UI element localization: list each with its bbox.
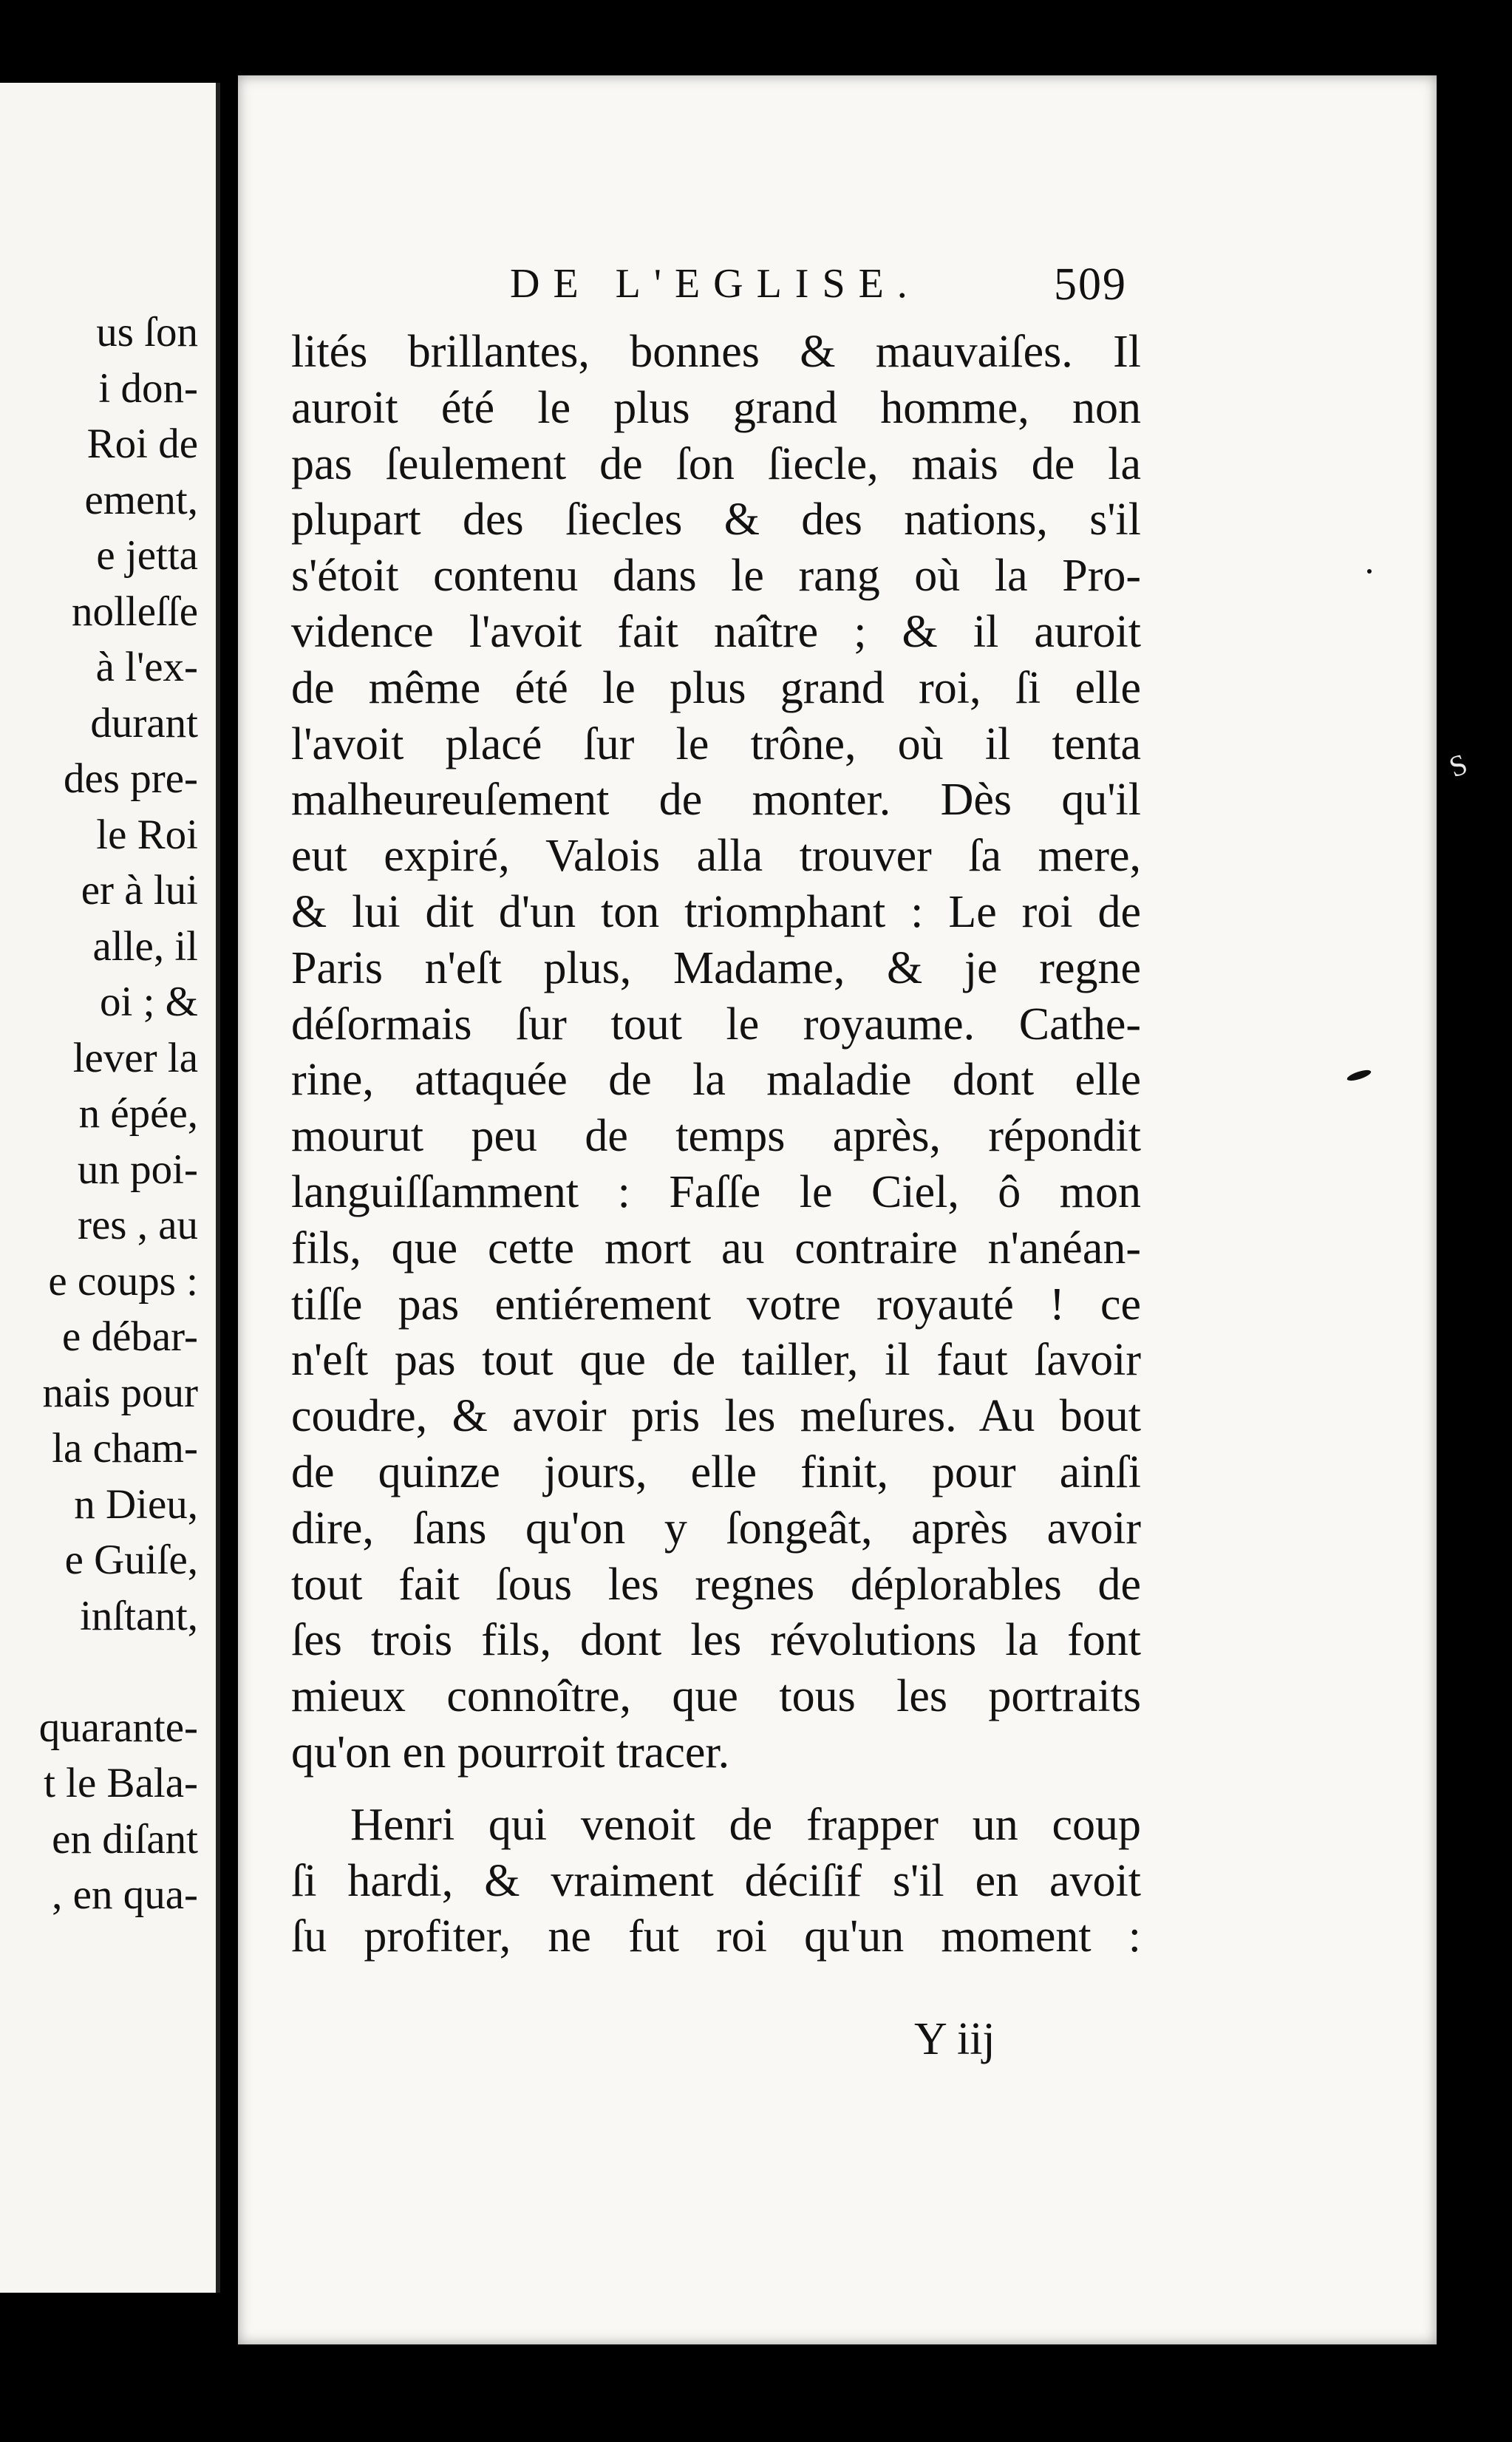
- text-line: ſi hardi, & vraiment déciſif s'il en avoit: [291, 1855, 1141, 1906]
- left-page-line: inſtant,: [80, 1592, 198, 1639]
- text-line: fils, que cette mort au contraire n'anéan-: [291, 1222, 1141, 1273]
- text-line: vidence l'avoit fait naître ; & il auroit: [291, 607, 1141, 657]
- left-page-line: Roi de: [86, 421, 198, 467]
- text-line: n'eſt pas tout que de tailler, il faut ſavoir: [291, 1335, 1141, 1386]
- text-line: Paris n'eſt plus, Madame, & je regne: [291, 942, 1141, 993]
- text-line: de même été le plus grand roi, ſi elle: [291, 662, 1141, 713]
- left-page-line: , en qua-: [52, 1871, 198, 1918]
- text-line: languiſſamment : Faſſe le Ciel, ô mon: [291, 1167, 1141, 1217]
- text-line: tiſſe pas entiérement votre royauté ! ce: [291, 1279, 1141, 1330]
- left-page-line: le Roi: [96, 811, 198, 858]
- left-page-line: us ſon: [96, 309, 198, 356]
- text-line: rine, attaquée de la maladie dont elle: [291, 1055, 1141, 1106]
- left-page-line: nais pour: [42, 1369, 198, 1416]
- left-page-line: en diſant: [52, 1815, 198, 1863]
- left-page-line: un poi-: [77, 1146, 198, 1193]
- text-line: auroit été le plus grand homme, non: [291, 382, 1141, 433]
- text-line: mourut peu de temps après, répondit: [291, 1111, 1141, 1162]
- text-line: lités brillantes, bonnes & mauvaiſes. Il: [291, 327, 1141, 377]
- text-line: & lui dit d'un ton triomphant : Le roi de: [291, 887, 1141, 937]
- text-line: eut expiré, Valois alla trouver ſa mere,: [291, 831, 1141, 882]
- text-line: l'avoit placé ſur le trône, où il tenta: [291, 718, 1141, 769]
- left-page-fragment: [0, 83, 220, 2293]
- left-page-line: res , au: [77, 1202, 198, 1248]
- left-page-line: lever la: [72, 1034, 198, 1081]
- signature-mark: Y iij: [914, 2014, 995, 2064]
- text-line: dire, ſans qu'on y ſongeât, après avoir: [291, 1503, 1141, 1554]
- left-page-line: e jetta: [96, 532, 198, 579]
- left-page-line: à l'ex-: [95, 644, 198, 690]
- left-page-line: ement,: [84, 476, 198, 523]
- left-page-line: i don-: [98, 364, 198, 412]
- left-page-line: t le Bala-: [44, 1760, 198, 1806]
- left-page-line: quarante-: [38, 1704, 198, 1751]
- text-line: de quinze jours, elle finit, pour ainſi: [291, 1447, 1141, 1497]
- running-head: DE L'EGLISE.: [510, 261, 921, 307]
- left-page-line: n épée,: [78, 1090, 198, 1137]
- left-page-line: e coups :: [48, 1257, 198, 1305]
- text-line: s'étoit contenu dans le rang où la Pro-: [291, 551, 1141, 602]
- text-line: mieux connoître, que tous les portraits: [291, 1671, 1141, 1722]
- text-line: qu'on en pourroit tracer.: [291, 1727, 730, 1778]
- left-page-line: la cham-: [52, 1425, 198, 1472]
- left-page-line: nolleſſe: [72, 588, 198, 635]
- left-page-line: durant: [90, 699, 198, 746]
- ink-speck: [1367, 569, 1372, 574]
- ink-speck: [1346, 1068, 1372, 1083]
- left-page-line: e Guiſe,: [64, 1537, 198, 1583]
- left-page-line: des pre-: [64, 755, 198, 802]
- text-line: plupart des ſiecles & des nations, s'il: [291, 494, 1141, 545]
- text-line: coudre, & avoir pris les meſures. Au bout: [291, 1391, 1141, 1442]
- main-page: [238, 75, 1437, 2344]
- left-page-line: er à lui: [81, 867, 198, 914]
- margin-mark: S: [1444, 746, 1472, 784]
- text-line: déſormais ſur tout le royaume. Cathe-: [291, 999, 1141, 1050]
- left-page-line: oi ; &: [99, 979, 198, 1025]
- left-page-line: n Dieu,: [74, 1480, 198, 1528]
- page-number: 509: [1054, 259, 1127, 310]
- text-line: Henri qui venoit de frapper un coup: [350, 1799, 1141, 1850]
- text-line: pas ſeulement de ſon ſiecle, mais de la: [291, 438, 1141, 489]
- text-line: tout fait ſous les regnes déplorables de: [291, 1559, 1141, 1610]
- text-line: ſes trois fils, dont les révolutions la font: [291, 1615, 1141, 1666]
- left-page-line: e débar-: [62, 1313, 198, 1360]
- left-page-line: alle, il: [92, 922, 198, 970]
- text-line: ſu profiter, ne fut roi qu'un moment :: [291, 1911, 1141, 1962]
- text-line: malheureuſement de monter. Dès qu'il: [291, 775, 1141, 826]
